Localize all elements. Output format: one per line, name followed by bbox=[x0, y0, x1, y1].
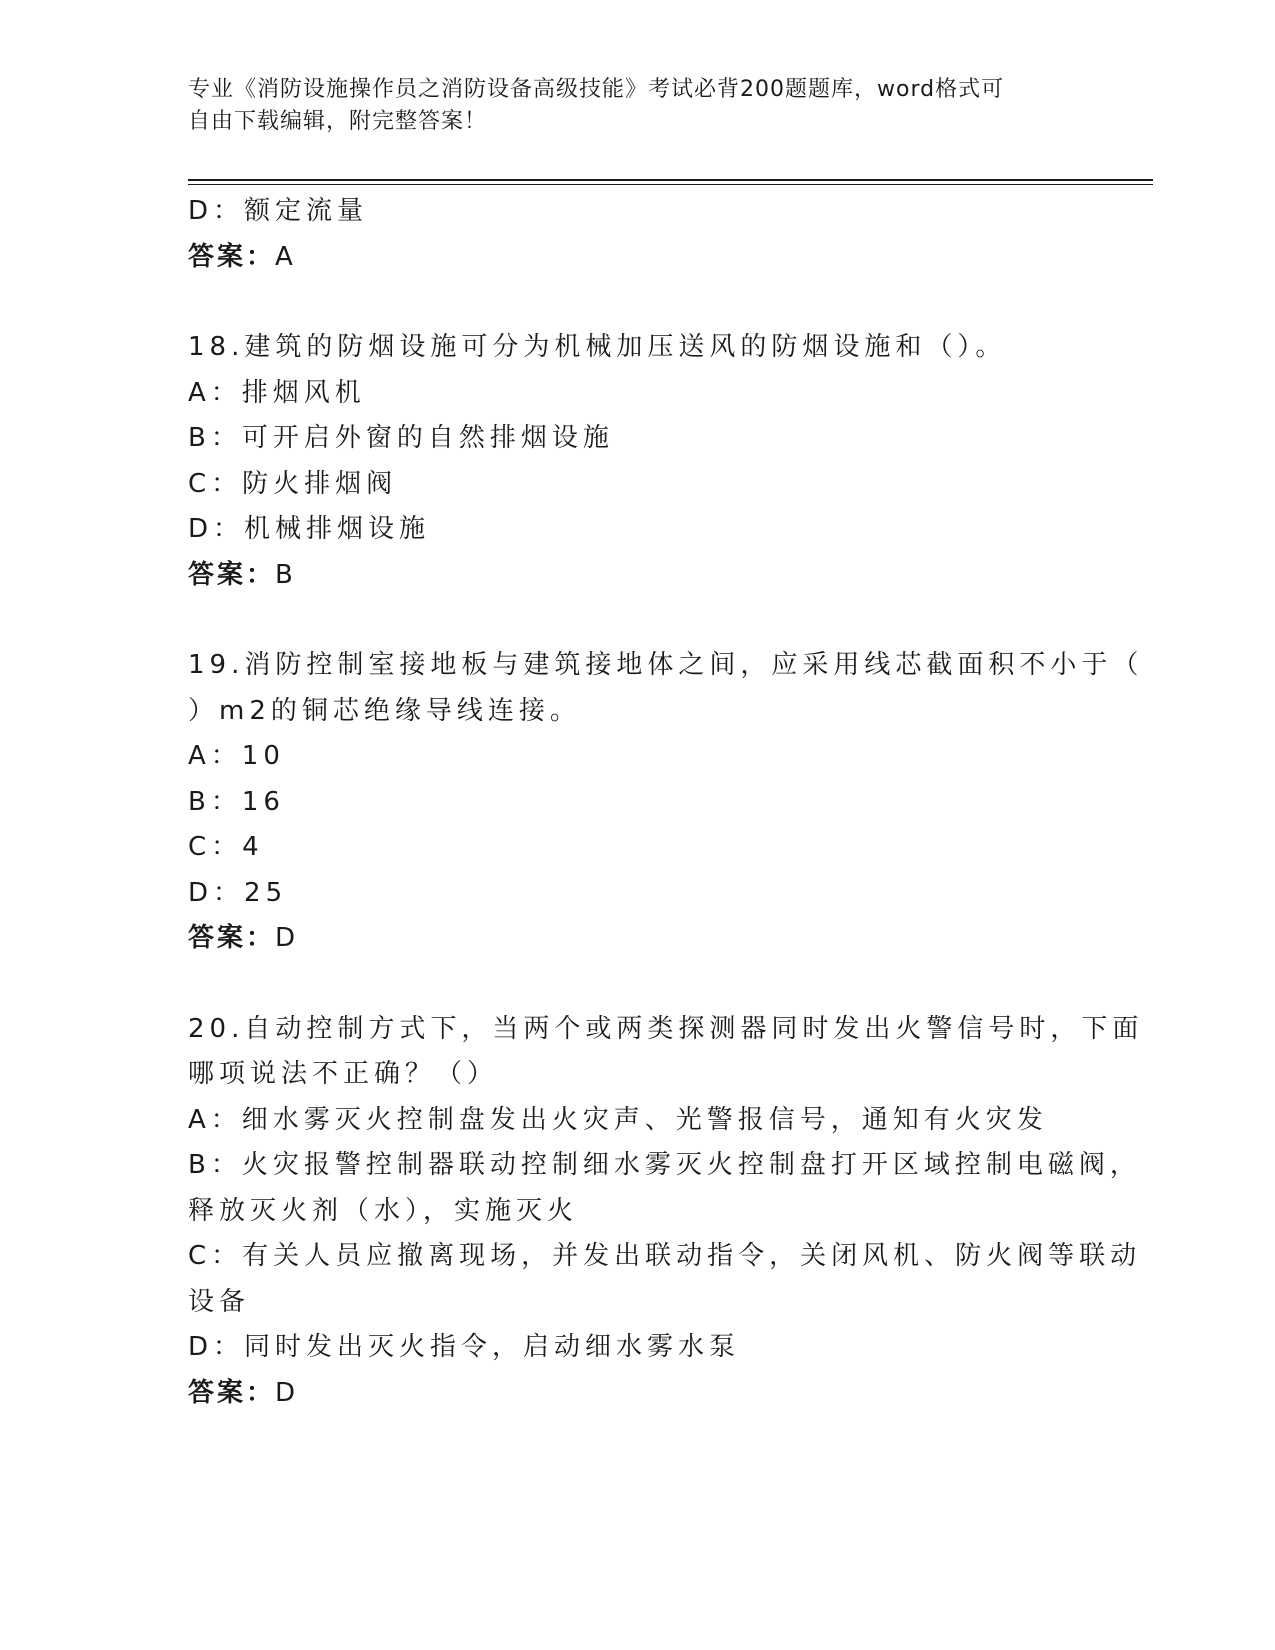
answer-line bbox=[188, 235, 1088, 281]
answer-label: 答案： bbox=[188, 559, 276, 590]
answer-line bbox=[188, 1371, 1088, 1417]
header-title-line-2: 自由下载编辑，附完整答案！ bbox=[188, 109, 488, 134]
question-stem-line-2: 哪项说法不正确？（） bbox=[188, 1059, 499, 1089]
question-stem-line-2: ）m2的铜芯绝缘导线连接。 bbox=[188, 695, 581, 726]
document-body bbox=[188, 189, 1144, 1416]
question-20 bbox=[188, 1007, 1144, 1417]
option-d: D：机械排烟设施 bbox=[188, 514, 431, 544]
option-b: B：可开启外窗的自然排烟设施 bbox=[188, 423, 614, 453]
header-title-line-1: 专业《消防设施操作员之消防设备高级技能》考试必背200题题库，word格式可 bbox=[188, 77, 1005, 102]
header-divider-thin bbox=[188, 184, 1153, 185]
answer-label: 答案： bbox=[188, 923, 276, 953]
option-d: D：25 bbox=[188, 877, 288, 908]
option-b-line-1: B：火灾报警控制器联动控制细水雾灭火控制盘打开区域控制电磁阀， bbox=[188, 1150, 1141, 1180]
option-d: D：额定流量 bbox=[188, 196, 369, 226]
question-18 bbox=[188, 325, 1088, 598]
answer-value: D bbox=[275, 923, 299, 953]
document-header bbox=[188, 74, 1088, 138]
option-c: C：4 bbox=[188, 832, 264, 862]
question-stem: 18.建筑的防烟设施可分为机械加压送风的防烟设施和（）。 bbox=[188, 332, 1007, 362]
option-d: D：同时发出灭火指令，启动细水雾水泵 bbox=[188, 1332, 741, 1362]
answer-label: 答案： bbox=[188, 241, 276, 272]
option-c: C：防火排烟阀 bbox=[188, 468, 398, 499]
option-c-line-2: 设备 bbox=[188, 1286, 251, 1317]
previous-question-tail bbox=[188, 189, 1088, 280]
option-a: A：10 bbox=[188, 741, 285, 771]
answer-value: A bbox=[275, 241, 296, 272]
question-stem-line-1: 19.消防控制室接地板与建筑接地体之间，应采用线芯截面积不小于（ bbox=[188, 650, 1144, 680]
question-19 bbox=[188, 643, 1144, 962]
option-a: A：排烟风机 bbox=[188, 377, 366, 408]
answer-value: D bbox=[275, 1377, 299, 1408]
answer-line bbox=[188, 553, 1088, 599]
question-stem-line-1: 20.自动控制方式下，当两个或两类探测器同时发出火警信号时，下面 bbox=[188, 1013, 1144, 1044]
option-b: B：16 bbox=[188, 786, 285, 817]
option-b-line-2: 释放灭火剂（水），实施灭火 bbox=[188, 1195, 579, 1226]
option-a: A：细水雾灭火控制盘发出火灾声、光警报信号，通知有火灾发 bbox=[188, 1104, 1048, 1135]
header-divider-thick bbox=[188, 179, 1153, 181]
option-c-line-1: C：有关人员应撤离现场，并发出联动指令，关闭风机、防火阀等联动 bbox=[188, 1241, 1142, 1271]
answer-label: 答案： bbox=[188, 1377, 276, 1408]
answer-line bbox=[188, 916, 1088, 962]
answer-value: B bbox=[275, 559, 296, 590]
